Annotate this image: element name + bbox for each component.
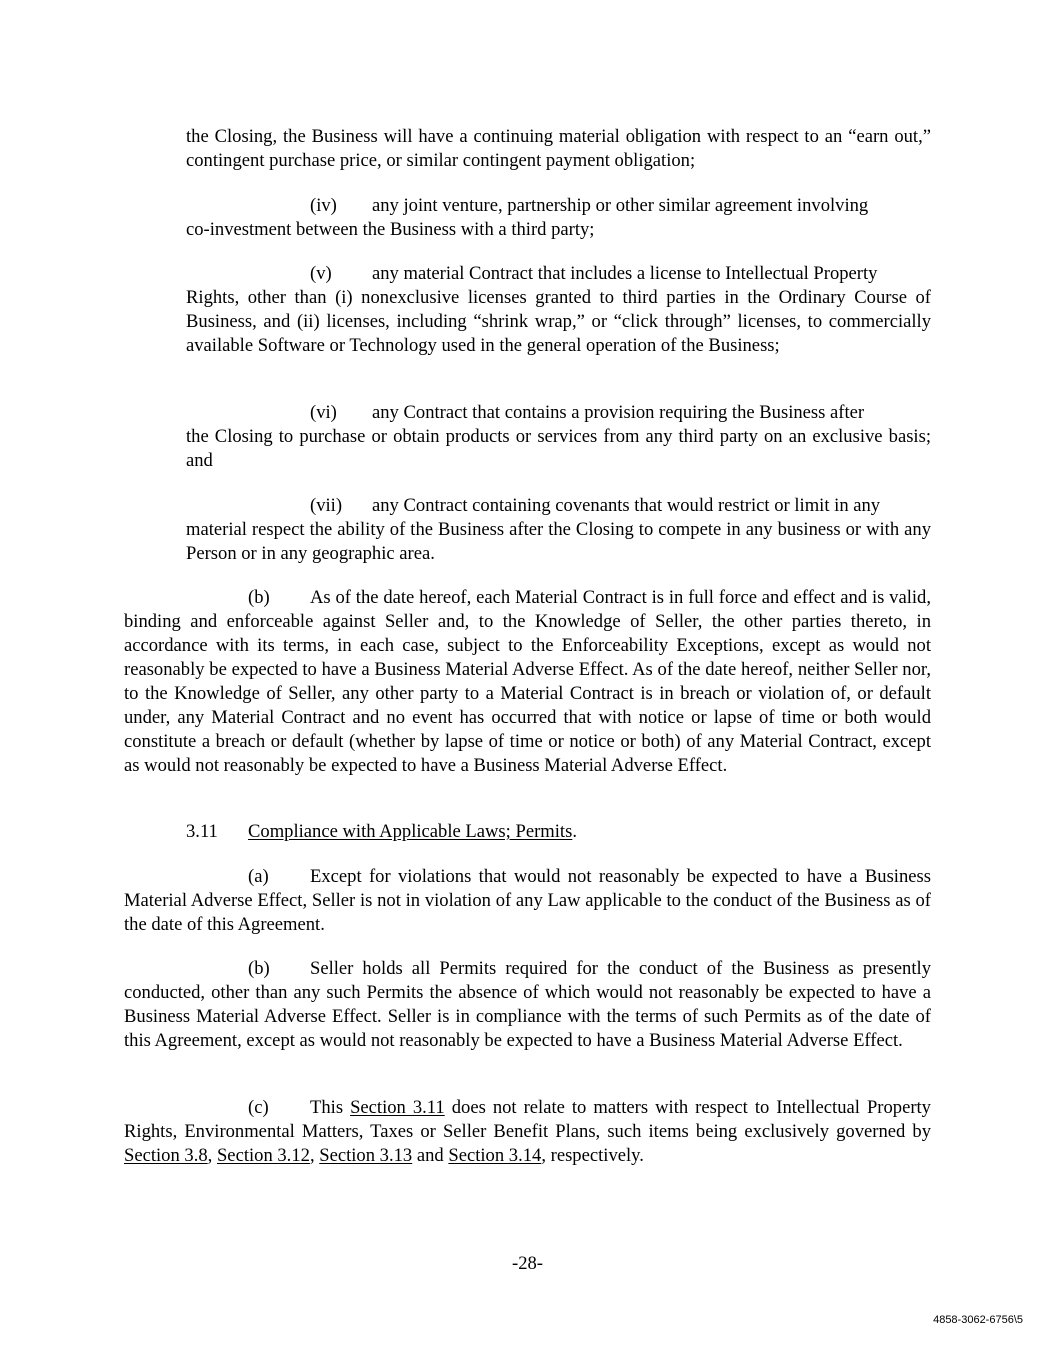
section-number: 3.11 [186,821,218,842]
section-3-11-heading [186,820,931,844]
paragraph-3-11-a [124,865,931,937]
section-reference-3-8[interactable]: Section 3.8 [124,1145,208,1166]
clause-iv-rest: co-investment between the Business with a third party; [186,219,595,240]
clause-vi-first: any Contract that contains a provision requiring the Business after [372,402,865,423]
paragraph-b-label: (b) [248,587,270,608]
paragraph-b-text: As of the date hereof, each Material Contract is in full force and effect and is valid, binding and enforceable against Seller and, to the Knowledge of Seller, the other parties thereto, in accordance with its terms, in each case, subject to the Enforceability Exceptions, except as would not reasonably be expected to have a Business Material Adverse Effect. As of the date hereof, neither Seller nor, to the Knowledge of Seller, any other party to a Material Contract is in breach or violation of, or default under, any Material Contract and no event has occurred that with notice or lapse of time or both would constitute a breach or default (whether by lapse of time or notice or both) of any Material Contract, except as would not reasonably be expected to have a Business Material Adverse Effect. [124,587,931,776]
text-run: , [309,1145,320,1166]
clause-vi [186,401,931,473]
paragraph-continuation: the Closing, the Business will have a continuing material obligation with respect to an “earn out,” contingent purchase price, or similar contingent payment obligation; [186,126,931,171]
paragraph-3-11-b-text: Seller holds all Permits required for the conduct of the Business as presently conducted, other than any such Permits the absence of which would not reasonably be expected to have a Business Material Adverse Effect. Seller is in compliance with the terms of such Permits as of the date of this Agreement, except as would not reasonably be expected to have a Business Material Adverse Effect. [124,958,931,1051]
clause-vii-rest: material respect the ability of the Business after the Closing to compete in any business or with any Person or in any geographic area. [186,519,931,564]
clause-vi-rest: the Closing to purchase or obtain products or services from any third party on an exclusive basis; and [186,426,931,471]
clause-vi-label: (vi) [310,402,337,423]
paragraph-b-material-contracts [124,586,931,778]
section-title-period: . [572,821,577,842]
section-reference-3-11[interactable]: Section 3.11 [350,1097,445,1118]
text-run: does not relate to matters with respect to Intellectual Property Rights, Environmental Matters, Taxes or Seller Benefit Plans, such items being exclusively governed by [124,1097,931,1142]
page-number: -28- [512,1253,543,1274]
paragraph-3-11-c [124,1096,931,1168]
clause-v-first: any material Contract that includes a license to Intellectual Property [372,263,878,284]
document-id: 4858-3062-6756\5 [933,1314,1023,1326]
clause-vii [186,494,931,566]
clause-iv-first: any joint venture, partnership or other similar agreement involving [372,195,869,216]
clause-v-label: (v) [310,263,332,284]
paragraph-3-11-a-label: (a) [248,866,269,887]
clause-vii-first: any Contract containing covenants that would restrict or limit in any [372,495,881,516]
clause-v-rest: Rights, other than (i) nonexclusive licenses granted to third parties in the Ordinary Course of Business, and (ii) licenses, including “shrink wrap,” or “click through” licenses, to commercially available Software or Technology used in the general operation of the Business; [186,287,931,356]
text-run: , respectively. [541,1145,644,1166]
section-title: Compliance with Applicable Laws; Permits [248,821,573,842]
paragraph-3-11-b [124,957,931,1053]
clause-iv-label: (iv) [310,195,337,216]
paragraph-3-11-a-text: Except for violations that would not reasonably be expected to have a Business Material Adverse Effect, Seller is not in violation of any Law applicable to the conduct of the Business as of the date of this Agreement. [124,866,931,935]
paragraph-3-11-b-label: (b) [248,958,270,979]
text-run: This [310,1097,351,1118]
section-reference-3-13[interactable]: Section 3.13 [319,1145,413,1166]
section-reference-3-14[interactable]: Section 3.14 [448,1145,542,1166]
clause-iv [186,194,931,242]
text-run: and [412,1145,449,1166]
text-run: , [207,1145,217,1166]
paragraph-3-11-c-label: (c) [248,1097,269,1118]
section-reference-3-12[interactable]: Section 3.12 [216,1145,310,1166]
clause-vii-label: (vii) [310,495,343,516]
clause-v [186,262,931,358]
